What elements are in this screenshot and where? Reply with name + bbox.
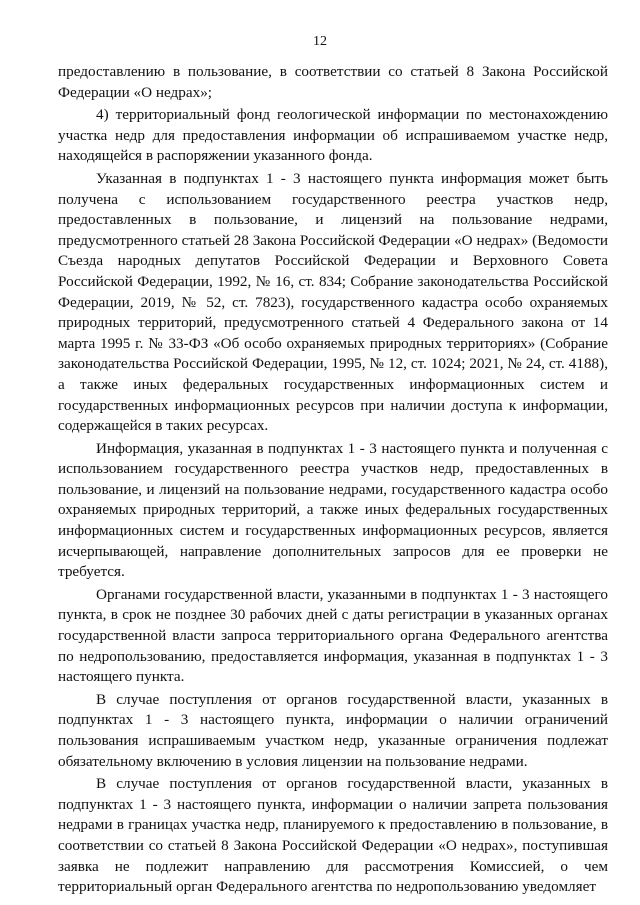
paragraph-continuation: предоставлению в пользование, в соответствии со статьей 8 Закона Российской Федерации «О недрах»; — [58, 63, 608, 101]
page-number: 12 — [313, 34, 327, 49]
paragraph-exhaustive-information: Информация, указанная в подпунктах 1 - 3 настоящего пункта и полученная с использованием государственного реестра участков недр, предоставленных в пользование, и лицензий на пользование недрами, государственного кадастра особо охраняемых природных территорий, а также иных федеральных государственных информационных систем и государственных информационных ресурсов, является исчерпывающей, направление дополнительных запросов для ее проверки не требуется. — [58, 439, 608, 581]
paragraph-restrictions: В случае поступления от органов государственной власти, указанных в подпунктах 1 - 3 настоящего пункта, информации о наличии ограничений пользования испрашиваемым участком недр, указанные ограничения подлежат обязательному включению в условия лицензии на пользование недрами. — [58, 690, 608, 770]
paragraph-response-deadline: Органами государственной власти, указанными в подпунктах 1 - 3 настоящего пункта, в срок не позднее 30 рабочих дней с даты регистрации в указанных органах государственной власти запроса территориального органа Федерального агентства по недропользованию, предоставляется информация, указанная в подпунктах 1 - 3 настоящего пункта. — [58, 585, 608, 686]
paragraph-prohibition: В случае поступления от органов государственной власти, указанных в подпунктах 1 - 3 настоящего пункта, информации о наличии запрета пользования недрами в границах участка недр, планируемого к предоставлению в пользование, в соответствии со статьей 8 Закона Российской Федерации «О недрах», поступившая заявка не подлежит направлению для рассмотрения Комиссией, о чем территориальный орган Федерального агентства по недропользованию уведомляет — [58, 775, 608, 896]
paragraph-item-4: 4) территориальный фонд геологической информации по местонахождению участка недр для предоставления информации об испрашиваемом участке недр, находящейся в распоряжении указанного фонда. — [58, 106, 608, 165]
document-body — [58, 62, 608, 900]
paragraph-information-sources: Указанная в подпунктах 1 - 3 настоящего пункта информация может быть получена с использованием государственного реестра участков недр, предоставленных в пользование, и лицензий на пользование недрами, предусмотренного статьей 28 Закона Российской Федерации «О недрах» (Ведомости Съезда народных депутатов Российской Федерации и Верховного Совета Российской Федерации, 1992, № 16, ст. 834; Собрание законодательства Российской Федерации, 2019, № 52, ст. 7823), государственного кадастра особо охраняемых природных территорий, предусмотренного статьей 4 Федерального закона от 14 марта 1995 г. № 33-ФЗ «Об особо охраняемых природных территориях» (Собрание законодательства Российской Федерации, 1995, № 12, ст. 1024; 2021, № 24, ст. 4188), а также иных федеральных государственных информационных систем и государственных информационных ресурсов при наличии доступа к информации, содержащейся в таких ресурсах. — [58, 169, 609, 435]
